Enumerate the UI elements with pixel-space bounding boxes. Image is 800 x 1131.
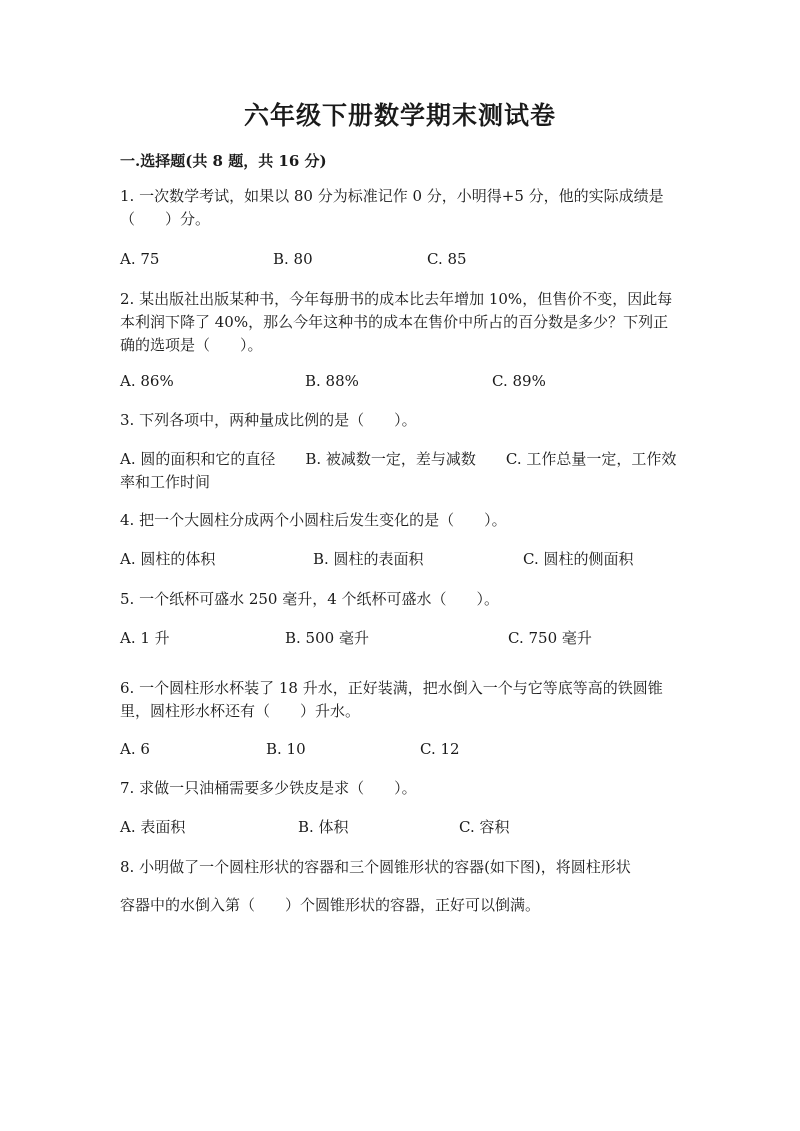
q4-option-a: A. 圆柱的体积 <box>120 550 216 568</box>
question-1: 1. 一次数学考试，如果以 80 分为标准记作 0 分，小明得+5 分，他的实际成绩是（ ）分。 <box>120 187 664 228</box>
q7-option-c: C. 容积 <box>459 818 510 836</box>
q6-option-a: A. 6 <box>120 740 150 758</box>
q2-option-c: C. 89% <box>492 372 546 390</box>
q1-option-c: C. 85 <box>427 250 467 268</box>
q7-option-a: A. 表面积 <box>120 818 186 836</box>
q3-options: A. 圆的面积和它的直径 B. 被减数一定，差与减数 C. 工作总量一定，工作效率和工作时间 <box>120 450 677 491</box>
q6-option-c: C. 12 <box>420 740 460 758</box>
q4-option-b: B. 圆柱的表面积 <box>313 550 424 568</box>
q1-option-a: A. 75 <box>120 250 160 268</box>
page-title: 六年级下册数学期末测试卷 <box>243 101 556 130</box>
question-6: 6. 一个圆柱形水杯装了 18 升水，正好装满，把水倒入一个与它等底等高的铁圆锥里，圆柱形水杯还有（ ）升水。 <box>120 679 663 720</box>
q1-option-b: B. 80 <box>273 250 313 268</box>
question-8-line-2: 容器中的水倒入第（ ）个圆锥形状的容器，正好可以倒满。 <box>120 896 541 914</box>
q6-option-b: B. 10 <box>266 740 306 758</box>
q5-option-a: A. 1 升 <box>120 629 170 647</box>
question-3: 3. 下列各项中，两种量成比例的是（ ）。 <box>120 411 417 429</box>
q5-option-b: B. 500 毫升 <box>285 629 369 647</box>
q7-option-b: B. 体积 <box>298 818 349 836</box>
q5-option-c: C. 750 毫升 <box>508 629 592 647</box>
question-8-line-1: 8. 小明做了一个圆柱形状的容器和三个圆锥形状的容器(如下图)，将圆柱形状 <box>120 858 631 876</box>
question-2: 2. 某出版社出版某种书，今年每册书的成本比去年增加 10%，但售价不变，因此每本利润下降了 40%，那么今年这种书的成本在售价中所占的百分数是多少？下列正确的选项是（ ）。 <box>120 290 673 354</box>
question-5: 5. 一个纸杯可盛水 250 毫升，4 个纸杯可盛水（ ）。 <box>120 590 500 608</box>
question-4: 4. 把一个大圆柱分成两个小圆柱后发生变化的是（ ）。 <box>120 511 507 529</box>
q4-option-c: C. 圆柱的侧面积 <box>523 550 634 568</box>
q2-option-b: B. 88% <box>305 372 359 390</box>
section-heading: 一.选择题(共 8 题，共 16 分) <box>120 152 327 170</box>
q2-option-a: A. 86% <box>120 372 174 390</box>
question-7: 7. 求做一只油桶需要多少铁皮是求（ ）。 <box>120 779 417 797</box>
